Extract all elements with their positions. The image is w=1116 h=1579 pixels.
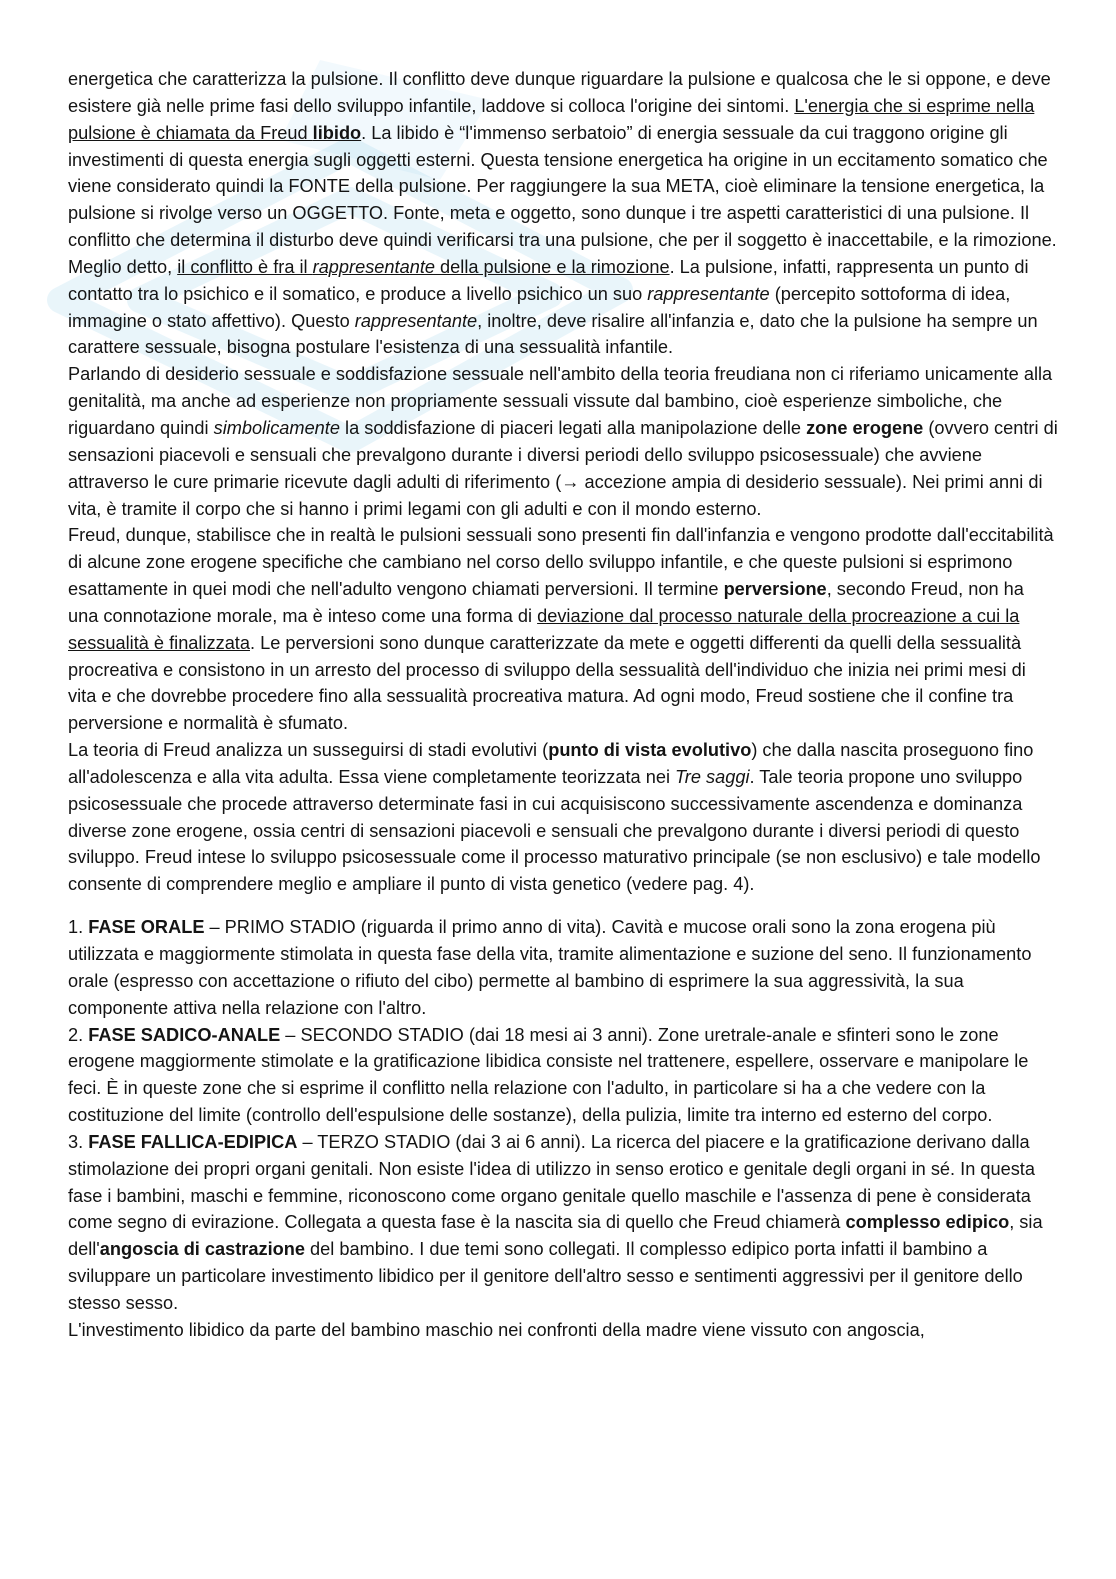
text-run: L'energia che si esprime nella pulsione è chiamata da Freud	[68, 95, 1035, 143]
underlined-text	[177, 257, 669, 277]
text-run: . La pulsione, infatti, rappresenta un punto di contatto tra lo psichico e il somatico, e produce a livello psichico un suo	[68, 256, 1029, 304]
italic-text: simbolicamente	[213, 417, 340, 438]
paragraph-investment	[68, 1317, 1058, 1344]
text-run: del bambino. I due temi sono collegati. Il complesso edipico porta infatti il bambino a sviluppare un particolare investimento libidico per il genitore dell'altro sesso e sentimenti aggressivi per il genitore dello stesso sesso.	[68, 1239, 1023, 1313]
text-run: – TERZO STADIO (dai 3 ai 6 anni). La ricerca del piacere e la gratificazione derivano dalla stimolazione dei propri organi genitali. Non esiste l'idea di utilizzo in senso erotico e genitale degli organi in sé. In questa fase i bambini, maschi e femmine, riconoscono come organo genitale quello maschile e l'assenza di pene è considerata come segno di evirazione. Collegata a questa fase è la nascita sia di quello che Freud chiamerà	[68, 1131, 1035, 1233]
text-run: . Tale teoria propone uno sviluppo psicosessuale che procede attraverso determinate fasi in cui acquisiscono successivamente ascendenza e dominanza diverse zone erogene, ossia centri di sensazioni piacevoli e sensuali che prevalgono durante i diversi periodi di questo sviluppo. Freud intese lo sviluppo psicosessuale come il processo maturativo principale (se non esclusivo) e tale modello consente di comprendere meglio e ampliare il punto di vista genetico (vedere pag. 4).	[68, 766, 1041, 895]
bold-term-punto-di-vista: punto di vista evolutivo	[548, 740, 752, 761]
text-run: Freud, dunque, stabilisce che in realtà le pulsioni sessuali sono presenti fin dall'infanzia e vengono prodotte dall'eccitabilità di alcune zone erogene specifiche che cambiano nel corso dello sviluppo infantile, e che queste pulsioni si esprimono esattamente in quei modi che nell'adulto vengono chiamati perversioni. Il termine	[68, 525, 1054, 600]
list-number: 3.	[68, 1131, 89, 1152]
text-run: . La libido è “l'immenso serbatoio” di energia sessuale da cui traggono origine gli investimenti di questa energia sugli oggetti esterni. Questa tensione energetica ha origine in un eccitamento somatico che viene considerato quindi la FONTE della pulsione. Per raggiungere la sua META, cioè eliminare la tensione energetica, la pulsione si rivolge verso un OGGETTO. Fonte, meta e oggetto, sono dunque i tre aspetti caratteristici di una pulsione. Il conflitto che determina il disturbo deve quindi verificarsi tra una pulsione, che per il soggetto è inaccettabile, e la rimozione. Meglio detto,	[68, 122, 1057, 277]
text-run: energetica che caratterizza la pulsione. Il conflitto deve dunque riguardare la pulsione e qualcosa che le si oppone, e deve esistere già nelle prime fasi dello sviluppo infantile, laddove si colloca l'origine dei sintomi.	[68, 69, 1051, 116]
text-run: , sia dell'	[68, 1212, 1043, 1260]
text-run: ) che dalla nascita proseguono fino all'adolescenza e alla vita adulta. Essa viene completamente teorizzata nei	[68, 740, 1034, 787]
paragraph-desire	[68, 361, 1058, 522]
text-run: L'investimento libidico da parte del bambino maschio nei confronti della madre viene vissuto con angoscia,	[68, 1319, 925, 1340]
stage-title: FASE ORALE	[88, 917, 205, 938]
italic-title-tre-saggi: Tre saggi	[675, 766, 750, 787]
stage-title: FASE FALLICA-EDIPICA	[88, 1131, 298, 1152]
list-number: 2.	[68, 1024, 89, 1045]
bold-term-perversione: perversione	[723, 579, 827, 600]
stage-title: FASE SADICO-ANALE	[88, 1024, 281, 1045]
italic-text: rappresentante	[354, 310, 478, 331]
italic-text: rappresentante	[647, 283, 770, 304]
text-run: la soddisfazione di piaceri legati alla manipolazione delle	[339, 417, 807, 438]
text-run: . Le perversioni sono dunque caratterizzate da mete e oggetti differenti da quelli della sessualità procreativa e consistono in un arresto del processo di sviluppo della sessualità dell'individuo che inizia nei primi mesi di vita e che dovrebbe procedere fino alla sessualità procreativa matura. Ad ogni modo, Freud sostiene che il confine tra perversione e normalità è sfumato.	[68, 632, 1026, 734]
italic-text: rappresentante	[312, 256, 435, 277]
stage-phallic	[68, 1129, 1058, 1317]
text-run: – SECONDO STADIO (dai 18 mesi ai 3 anni). Zone uretrale-anale e sfinteri sono le zone erogene maggiormente stimolate e la gratificazione libidica consiste nel trattenere, espellere, osservare e manipolare le feci. È in queste zone che si esprime il conflitto nella relazione con l'adulto, in particolare si ha a che vedere con la costituzione del limite (controllo dell'espulsione delle sostanze), della pulizia, limite tra interno ed esterno del corpo.	[68, 1024, 1029, 1126]
stage-oral	[68, 914, 1058, 1021]
bold-term-complesso-edipico: complesso edipico	[845, 1212, 1010, 1233]
bold-term-zone-erogene: zone erogene	[806, 417, 924, 438]
text-run: Parlando di desiderio sessuale e soddisfazione sessuale nell'ambito della teoria freudiana non ci riferiamo unicamente alla genitalità, ma anche ad esperienze non propriamente sessuali vissute dal bambino, cioè esperienze simboliche, che riguardano quindi	[68, 364, 1053, 438]
text-run: accezione ampia di desiderio sessuale). Nei primi anni di vita, è tramite il corpo che si hanno i primi legami con gli adulti e con il mondo esterno.	[68, 471, 1043, 519]
text-run: il conflitto è fra il	[177, 256, 313, 277]
text-run: (percepito sottoforma di idea, immagine o stato affettivo). Questo	[68, 283, 1011, 331]
text-run: della pulsione e la rimozione	[435, 256, 670, 277]
stage-anal	[68, 1022, 1058, 1129]
text-run: , secondo Freud, non ha una connotazione morale, ma è inteso come una forma di	[68, 579, 1024, 626]
text-run: (ovvero centri di sensazioni piacevoli e sensuali che prevalgono durante i diversi periodi dello sviluppo psicosessuale) che avviene attraverso le cure primarie ricevute dagli adulti di riferimento (	[68, 417, 1058, 492]
list-number: 1.	[68, 917, 89, 938]
bold-term-libido: libido	[312, 122, 362, 143]
paragraph-perversion	[68, 522, 1058, 737]
arrow-right-icon: →	[561, 471, 580, 492]
bold-term-angoscia: angoscia di castrazione	[99, 1239, 305, 1260]
paragraph-stages	[68, 737, 1058, 898]
underlined-text: deviazione dal processo naturale della procreazione a cui la sessualità è finalizzata	[68, 605, 1020, 653]
text-run: La teoria di Freud analizza un susseguirsi di stadi evolutivi (	[68, 740, 549, 761]
document-page	[68, 66, 1058, 1344]
text-run: , inoltre, deve risalire all'infanzia e, dato che la pulsione ha sempre un carattere sessuale, bisogna postulare l'esistenza di una sessualità infantile.	[68, 310, 1038, 358]
paragraph-libido	[68, 66, 1058, 361]
text-run: – PRIMO STADIO (riguarda il primo anno di vita). Cavità e mucose orali sono la zona erogena più utilizzata e maggiormente stimolata in questa fase della vita, tramite alimentazione e suzione del seno. Il funzionamento orale (espresso con accettazione o rifiuto del cibo) permette al bambino di esprimere la sua aggressività, la sua componente attiva nella relazione con l'altro.	[68, 917, 1032, 1018]
